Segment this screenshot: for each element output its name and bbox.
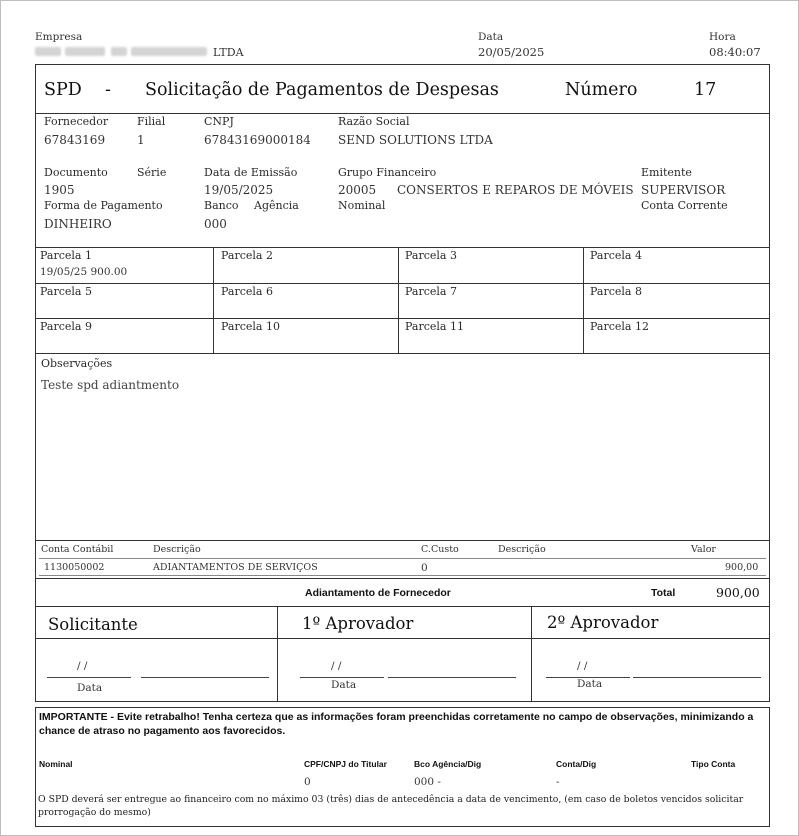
delivery-note: O SPD deverá ser entregue ao financeiro com no máximo 03 (três) dias de antecedência a data de vencimento, (em caso de boletos vencidos solicitar prorrogação do mesmo) (38, 794, 744, 818)
signature-line (633, 677, 761, 678)
parcelas-row3-separator (35, 353, 770, 354)
footer-nominal-label: Nominal (39, 759, 73, 769)
c-custo-label: C.Custo (421, 544, 459, 555)
numero-label: Número (565, 80, 638, 100)
filial-label: Filial (137, 115, 166, 128)
accounting-separator (35, 578, 770, 579)
data-value: 20/05/2025 (478, 45, 545, 59)
grupo-financeiro-code: 20005 (338, 183, 377, 197)
signature-line (141, 677, 269, 678)
signature-divider (277, 606, 278, 701)
date-slashes: / / (577, 660, 588, 672)
cpf-cnpj-value: 0 (304, 776, 311, 788)
parcela-label: Parcela 2 (221, 249, 273, 262)
banco-agencia-label: Bco Agência/Dig (414, 759, 482, 769)
observacoes-separator (35, 540, 770, 541)
fornecedor-label: Fornecedor (44, 115, 109, 128)
summary-separator (35, 606, 770, 607)
conta-dig-value: - (556, 776, 560, 788)
descricao-ccusto-label: Descrição (498, 544, 546, 555)
signature-divider (531, 606, 532, 701)
date-line (300, 677, 384, 678)
conta-contabil-value: 1130050002 (44, 562, 105, 573)
parcela-label: Parcela 10 (221, 320, 280, 333)
parcelas-divider (213, 247, 214, 353)
banco-agencia-value: 000 - (414, 776, 441, 788)
fornecedor-value: 67843169 (44, 133, 106, 147)
frame-top-border (35, 64, 770, 65)
signature-title-separator (35, 638, 770, 639)
parcela-label: Parcela 6 (221, 285, 273, 298)
cpf-cnpj-label: CPF/CNPJ do Titular (304, 759, 387, 769)
title-dash: - (105, 80, 111, 100)
redacted-company-name-part (35, 47, 61, 56)
redacted-company-name-part (65, 47, 105, 56)
empresa-value: LTDA (213, 46, 244, 59)
observacoes-label: Observações (41, 357, 113, 370)
conta-corrente-label: Conta Corrente (641, 199, 728, 212)
total-label: Total (651, 587, 676, 599)
parcela-label: Parcela 11 (405, 320, 464, 333)
parcela-label: Parcela 9 (40, 320, 92, 333)
signature-bottom-border (35, 701, 770, 702)
banco-label: Banco (204, 199, 239, 212)
descricao-value: ADIANTAMENTOS DE SERVIÇOS (153, 562, 318, 573)
parcela-label: Parcela 12 (590, 320, 649, 333)
tipo-adiantamento: Adiantamento de Fornecedor (305, 587, 451, 599)
solicitante-title: Solicitante (48, 615, 138, 634)
info-separator (35, 247, 770, 248)
parcelas-row1-separator (35, 283, 770, 284)
date-line (47, 677, 131, 678)
empresa-label: Empresa (35, 31, 83, 43)
tipo-conta-label: Tipo Conta (691, 759, 736, 769)
hora-value: 08:40:07 (709, 45, 761, 59)
nominal-label: Nominal (338, 199, 386, 212)
emitente-value: SUPERVISOR (641, 183, 726, 197)
grupo-financeiro-name: CONSERTOS E REPAROS DE MÓVEIS (397, 183, 634, 197)
numero-value: 17 (694, 80, 717, 100)
accounting-header-underline (39, 558, 766, 559)
parcela-label: Parcela 8 (590, 285, 642, 298)
total-value: 900,00 (716, 585, 760, 600)
valor-label: Valor (691, 544, 716, 555)
grupo-financeiro-label: Grupo Financeiro (338, 166, 437, 179)
razao-social-value: SEND SOLUTIONS LTDA (338, 133, 493, 147)
data-label: Data (478, 31, 504, 43)
date-slashes: / / (77, 660, 88, 672)
date-slashes: / / (331, 660, 342, 672)
parcela-label: Parcela 3 (405, 249, 457, 262)
serie-label: Série (137, 166, 167, 179)
parcela-label: Parcela 7 (405, 285, 457, 298)
accounting-row-underline (39, 575, 766, 576)
form-code: SPD (44, 80, 82, 100)
form-title: Solicitação de Pagamentos de Despesas (145, 80, 499, 100)
parcelas-divider (583, 247, 584, 353)
observacoes-text: Teste spd adiantmento (41, 378, 180, 392)
cnpj-value: 67843169000184 (204, 133, 311, 147)
c-custo-value: 0 (421, 562, 428, 574)
redacted-company-name-part (131, 47, 207, 56)
date-label: Data (331, 679, 357, 691)
redacted-company-name-part (111, 47, 127, 56)
data-emissao-value: 19/05/2025 (204, 183, 274, 197)
date-label: Data (577, 678, 603, 690)
data-emissao-label: Data de Emissão (204, 166, 298, 179)
aprovador2-title: 2º Aprovador (547, 613, 659, 632)
hora-label: Hora (709, 31, 736, 43)
parcelas-row2-separator (35, 318, 770, 319)
signature-line (388, 677, 516, 678)
parcela-label: Parcela 1 (40, 249, 92, 262)
important-notice: IMPORTANTE - Evite retrabalho! Tenha certeza que as informações foram preenchidas corretamente no campo de observações, minimizando a chance de atraso no pagamento aos favorecidos. (39, 711, 754, 737)
documento-value: 1905 (44, 183, 75, 197)
parcela-value: 19/05/25 900.00 (40, 266, 128, 278)
documento-label: Documento (44, 166, 108, 179)
parcela-label: Parcela 5 (40, 285, 92, 298)
date-label: Data (77, 682, 103, 694)
forma-pagamento-value: DINHEIRO (44, 217, 112, 231)
banco-value: 000 (204, 217, 227, 231)
aprovador1-title: 1º Aprovador (302, 614, 414, 633)
agencia-label: Agência (254, 199, 299, 212)
title-separator (35, 113, 770, 114)
emitente-label: Emitente (641, 166, 692, 179)
valor-value: 900,00 (725, 562, 759, 573)
forma-pagamento-label: Forma de Pagamento (44, 199, 163, 212)
parcela-label: Parcela 4 (590, 249, 642, 262)
filial-value: 1 (137, 133, 145, 147)
descricao-label: Descrição (153, 544, 201, 555)
conta-dig-label: Conta/Dig (556, 759, 597, 769)
conta-contabil-label: Conta Contábil (41, 544, 114, 555)
razao-social-label: Razão Social (338, 115, 410, 128)
cnpj-label: CNPJ (204, 115, 234, 128)
parcelas-divider (398, 247, 399, 353)
